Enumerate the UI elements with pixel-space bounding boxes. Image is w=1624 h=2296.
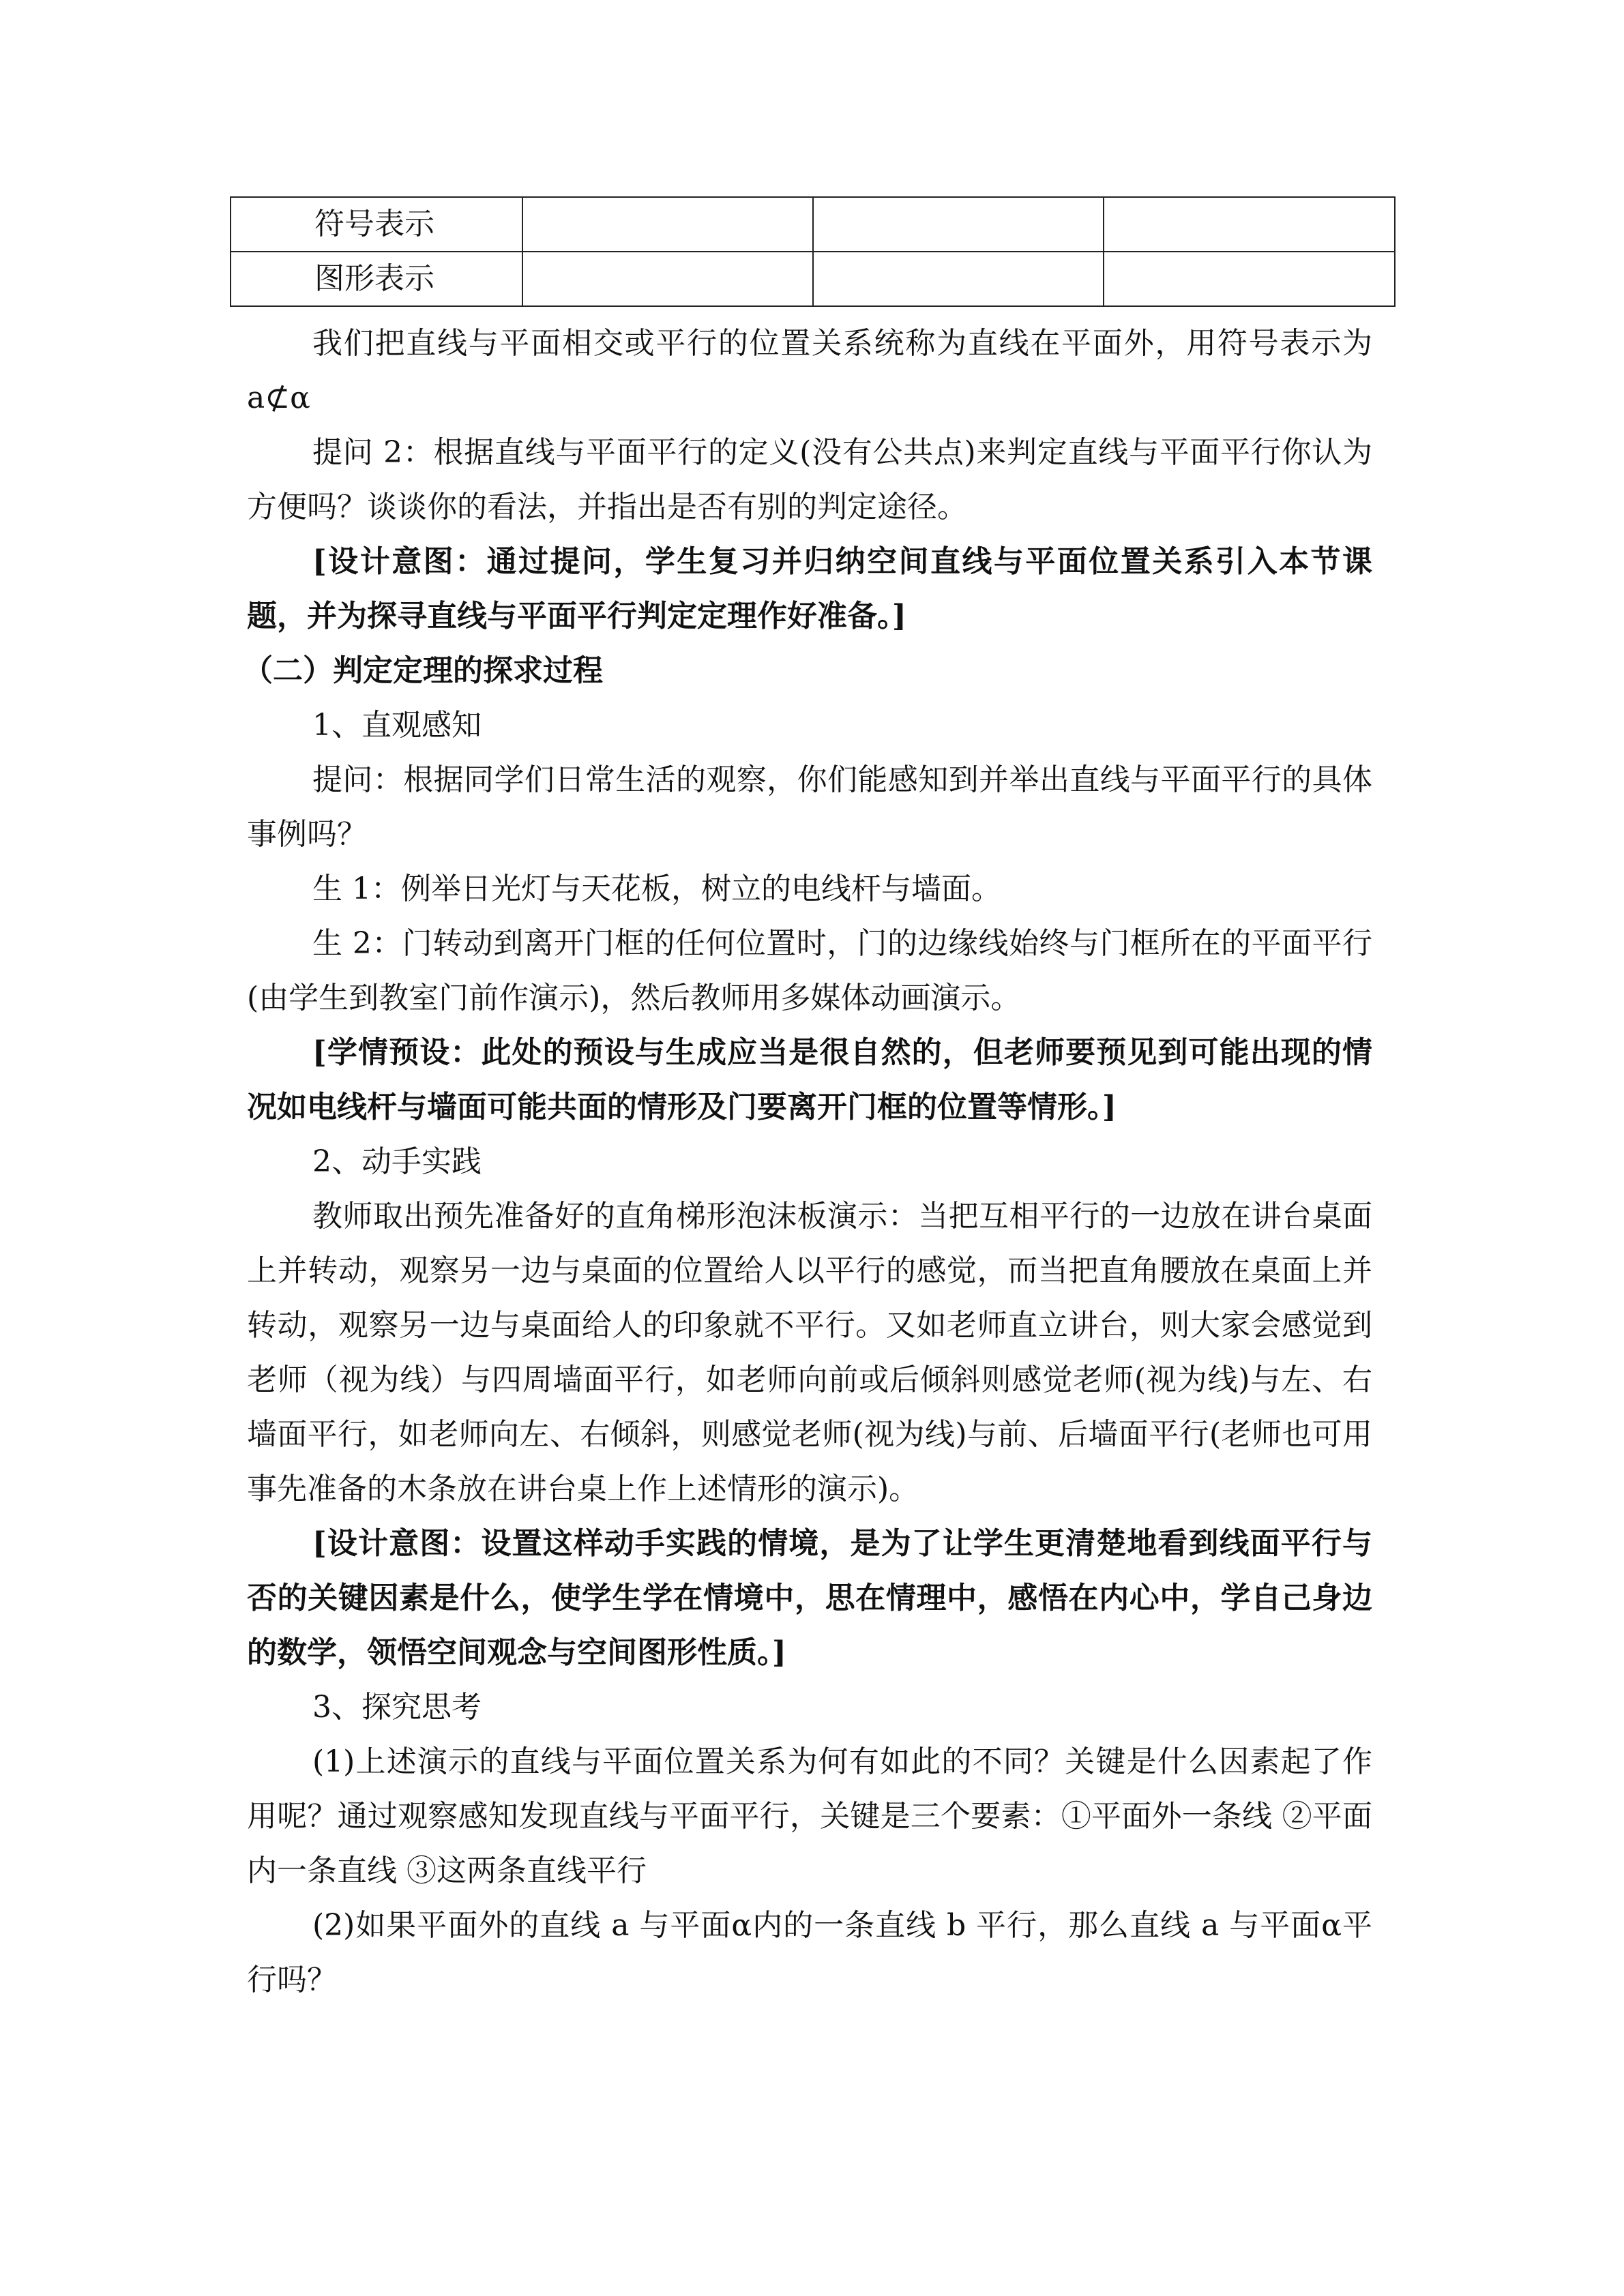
table-cell: [813, 197, 1104, 252]
table-cell: [813, 252, 1104, 306]
paragraph: 教师取出预先准备好的直角梯形泡沫板演示：当把互相平行的一边放在讲台桌面上并转动，观察另一边与桌面的位置给人以平行的感觉，而当把直角腰放在桌面上并转动，观察另一边与桌面给人的印象就不平行。又如老师直立讲台，则大家会感觉到老师（视为线）与四周墙面平行，如老师向前或后倾斜则感觉老师(视为线)与左、右墙面平行，如老师向左、右倾斜，则感觉老师(视为线)与前、后墙面平行(老师也可用事先准备的木条放在讲台桌上作上述情形的演示)。: [247, 1199, 1372, 1506]
subsection-heading: 3、探究思考: [312, 1690, 482, 1725]
section-heading: （二）判定定理的探求过程: [243, 653, 603, 688]
table-cell: [522, 252, 813, 306]
paragraph: (2)如果平面外的直线 a 与平面α内的一条直线 b 平行，那么直线 a 与平面α平行吗？: [247, 1908, 1372, 1997]
table-row: [231, 197, 1395, 252]
paragraph: 提问：根据同学们日常生活的观察，你们能感知到并举出直线与平面平行的具体事例吗？: [247, 762, 1372, 852]
design-intent-note: [设计意图：通过提问，学生复习并归纳空间直线与平面位置关系引入本节课题，并为探寻直线与平面平行判定定理作好准备。]: [247, 544, 1372, 633]
table-cell-label: 符号表示: [231, 197, 522, 252]
subsection-heading: 1、直观感知: [312, 708, 482, 743]
table-cell: [1104, 197, 1395, 252]
table-cell: [522, 197, 813, 252]
paragraph: 我们把直线与平面相交或平行的位置关系统称为直线在平面外，用符号表示为 a⊄α: [247, 326, 1372, 415]
paragraph: 提问 2：根据直线与平面平行的定义(没有公共点)来判定直线与平面平行你认为方便吗？谈谈你的看法，并指出是否有别的判定途径。: [247, 435, 1372, 524]
table-cell: [1104, 252, 1395, 306]
paragraph: 生 2：门转动到离开门框的任何位置时，门的边缘线始终与门框所在的平面平行(由学生到教室门前作演示)，然后教师用多媒体动画演示。: [247, 926, 1372, 1015]
representation-table: [230, 196, 1396, 307]
table-cell-label: 图形表示: [231, 252, 522, 306]
design-intent-note: [设计意图：设置这样动手实践的情境，是为了让学生更清楚地看到线面平行与否的关键因素是什么，使学生学在情境中，思在情理中，感悟在内心中，学自己身边的数学，领悟空间观念与空间图形性质。]: [247, 1526, 1372, 1670]
paragraph: (1)上述演示的直线与平面位置关系为何有如此的不同？关键是什么因素起了作用呢？通过观察感知发现直线与平面平行，关键是三个要素：①平面外一条线 ②平面内一条直线 ③这两条直线平行: [247, 1744, 1372, 1888]
table-row: [231, 252, 1395, 306]
learning-preset-note: [学情预设：此处的预设与生成应当是很自然的，但老师要预见到可能出现的情况如电线杆与墙面可能共面的情形及门要离开门框的位置等情形。]: [247, 1035, 1372, 1124]
document-body: [243, 316, 1372, 2008]
subsection-heading: 2、动手实践: [312, 1144, 482, 1179]
paragraph: 生 1：例举日光灯与天花板，树立的电线杆与墙面。: [312, 871, 1001, 906]
